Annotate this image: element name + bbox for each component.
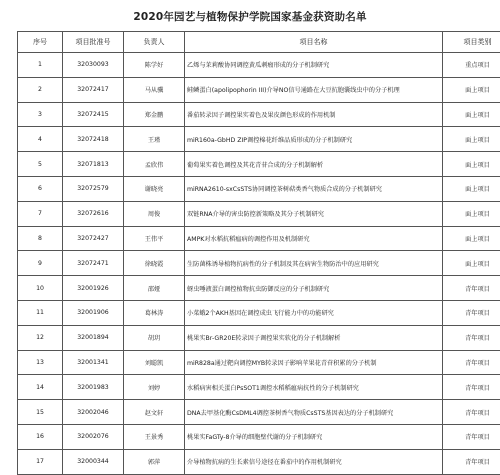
cell-number: 32072418 <box>63 127 124 152</box>
cell-number: 32001983 <box>63 375 124 400</box>
cell-project-name: 番茄转录因子调控果实着色及果皮颜色形成的作用机制 <box>185 102 443 127</box>
cell-leader: 王景秀 <box>124 424 185 449</box>
table-row <box>18 449 500 474</box>
table-row <box>18 375 500 400</box>
cell-number: 32002076 <box>63 424 124 449</box>
cell-category: 面上项目 <box>443 102 500 127</box>
cell-category: 重点项目 <box>443 53 500 78</box>
table-row <box>18 176 500 201</box>
table-row <box>18 226 500 251</box>
header-index: 序号 <box>18 32 63 53</box>
cell-leader: 胡玥 <box>124 325 185 350</box>
cell-leader: 王伟平 <box>124 226 185 251</box>
cell-leader: 陈学好 <box>124 53 185 78</box>
cell-number: 32030093 <box>63 53 124 78</box>
header-category: 项目类别 <box>443 32 500 53</box>
cell-project-name: 蚜虫唾液蛋白调控植物抗虫防御反应的分子机制研究 <box>185 276 443 301</box>
table-row <box>18 251 500 276</box>
cell-project-name: AMPK对水稻抗稻瘟病的调控作用及机制研究 <box>185 226 443 251</box>
table-header-row <box>18 32 500 53</box>
cell-project-name: 乙烯与茉莉酸协同调控黄瓜刺瘤形成的分子机制研究 <box>185 53 443 78</box>
cell-index: 11 <box>18 300 63 325</box>
cell-index: 2 <box>18 77 63 102</box>
funding-table <box>17 31 500 475</box>
cell-category: 青年项目 <box>443 350 500 375</box>
cell-category: 青年项目 <box>443 276 500 301</box>
cell-number: 32072417 <box>63 77 124 102</box>
cell-project-name: 水稻病害相关蛋白PsSOT1调控水稻稻瘟病抗性的分子机制研究 <box>185 375 443 400</box>
table-body <box>18 53 500 475</box>
table-row <box>18 201 500 226</box>
cell-number: 32001894 <box>63 325 124 350</box>
cell-number: 32000344 <box>63 449 124 474</box>
cell-number: 32001341 <box>63 350 124 375</box>
cell-leader: 谢晓亮 <box>124 176 185 201</box>
cell-leader: 邵娅 <box>124 276 185 301</box>
cell-number: 32002046 <box>63 400 124 425</box>
cell-leader: 刘婷 <box>124 375 185 400</box>
header-leader: 负责人 <box>124 32 185 53</box>
cell-project-name: 桃果实FaGTy-8介导的细胞壁代谢的分子机制研究 <box>185 424 443 449</box>
header-name: 项目名称 <box>185 32 443 53</box>
cell-index: 10 <box>18 276 63 301</box>
table-row <box>18 424 500 449</box>
cell-project-name: 双链RNA介导的害虫防控新策略及其分子机制研究 <box>185 201 443 226</box>
cell-leader: 郭萍 <box>124 449 185 474</box>
document-title: 2020年园艺与植物保护学院国家基金获资助名单 <box>0 9 500 24</box>
cell-category: 面上项目 <box>443 226 500 251</box>
cell-category: 面上项目 <box>443 251 500 276</box>
cell-category: 面上项目 <box>443 127 500 152</box>
cell-category: 面上项目 <box>443 77 500 102</box>
cell-number: 32072616 <box>63 201 124 226</box>
cell-project-name: miR160a-GbHD ZIP调控棉花纤维品质形成的分子机制研究 <box>185 127 443 152</box>
cell-index: 8 <box>18 226 63 251</box>
cell-leader: 徐晓霞 <box>124 251 185 276</box>
cell-leader: 赵文轩 <box>124 400 185 425</box>
cell-number: 32071813 <box>63 152 124 177</box>
table-row <box>18 77 500 102</box>
cell-category: 青年项目 <box>443 424 500 449</box>
cell-category: 青年项目 <box>443 300 500 325</box>
cell-project-name: 桃果实Br-GR20E转录因子调控果实软化的分子机制解析 <box>185 325 443 350</box>
cell-project-name: 小菜蛾2个AKH基因在调控成虫飞行能力中的功能研究 <box>185 300 443 325</box>
cell-index: 12 <box>18 325 63 350</box>
table-row <box>18 300 500 325</box>
cell-index: 4 <box>18 127 63 152</box>
cell-number: 32072471 <box>63 251 124 276</box>
cell-category: 青年项目 <box>443 325 500 350</box>
cell-project-name: 介导植物抗病的生长素信号途径在番茄中的作用机制研究 <box>185 449 443 474</box>
cell-category: 面上项目 <box>443 201 500 226</box>
cell-category: 青年项目 <box>443 449 500 474</box>
cell-leader: 葛林涛 <box>124 300 185 325</box>
cell-number: 32072579 <box>63 176 124 201</box>
cell-index: 16 <box>18 424 63 449</box>
cell-category: 青年项目 <box>443 375 500 400</box>
cell-project-name: miRNA2610-sxCsSTS协同调控茶树萜类香气物质合成的分子机制研究 <box>185 176 443 201</box>
cell-index: 3 <box>18 102 63 127</box>
cell-index: 6 <box>18 176 63 201</box>
cell-leader: 刘聪凯 <box>124 350 185 375</box>
cell-project-name: DNA去甲基化酶CsDML4调控茶树香气物质CsSTS基因表达的分子机制研究 <box>185 400 443 425</box>
table-row <box>18 400 500 425</box>
cell-leader: 周俊 <box>124 201 185 226</box>
cell-number: 32001926 <box>63 276 124 301</box>
cell-index: 9 <box>18 251 63 276</box>
table-row <box>18 102 500 127</box>
table-row <box>18 350 500 375</box>
cell-category: 面上项目 <box>443 176 500 201</box>
cell-project-name: miR828a通过靶向调控MYB转录因子影响苹果花青苷积累的分子机制 <box>185 350 443 375</box>
cell-index: 13 <box>18 350 63 375</box>
cell-number: 32001906 <box>63 300 124 325</box>
table-row <box>18 325 500 350</box>
table-row <box>18 152 500 177</box>
table-row <box>18 276 500 301</box>
cell-number: 32072427 <box>63 226 124 251</box>
cell-leader: 王瑾 <box>124 127 185 152</box>
cell-leader: 马从骥 <box>124 77 185 102</box>
cell-project-name: 生防菌株诱导植物抗病性的分子机制及其在病害生物防治中的应用研究 <box>185 251 443 276</box>
cell-index: 1 <box>18 53 63 78</box>
cell-index: 17 <box>18 449 63 474</box>
cell-number: 32072415 <box>63 102 124 127</box>
cell-index: 5 <box>18 152 63 177</box>
table-row <box>18 53 500 78</box>
cell-index: 7 <box>18 201 63 226</box>
cell-project-name: 鲑鳞蛋白(apolipophorin III)介导NO信号通路在大豆抗胞囊线虫中的分子机理 <box>185 77 443 102</box>
header-number: 项目批准号 <box>63 32 124 53</box>
cell-category: 青年项目 <box>443 400 500 425</box>
cell-index: 14 <box>18 375 63 400</box>
cell-leader: 郑金鹏 <box>124 102 185 127</box>
cell-leader: 孟欣伟 <box>124 152 185 177</box>
table-row <box>18 127 500 152</box>
cell-project-name: 葡萄果实着色调控及其花青苷合成的分子机制解析 <box>185 152 443 177</box>
cell-category: 面上项目 <box>443 152 500 177</box>
cell-index: 15 <box>18 400 63 425</box>
